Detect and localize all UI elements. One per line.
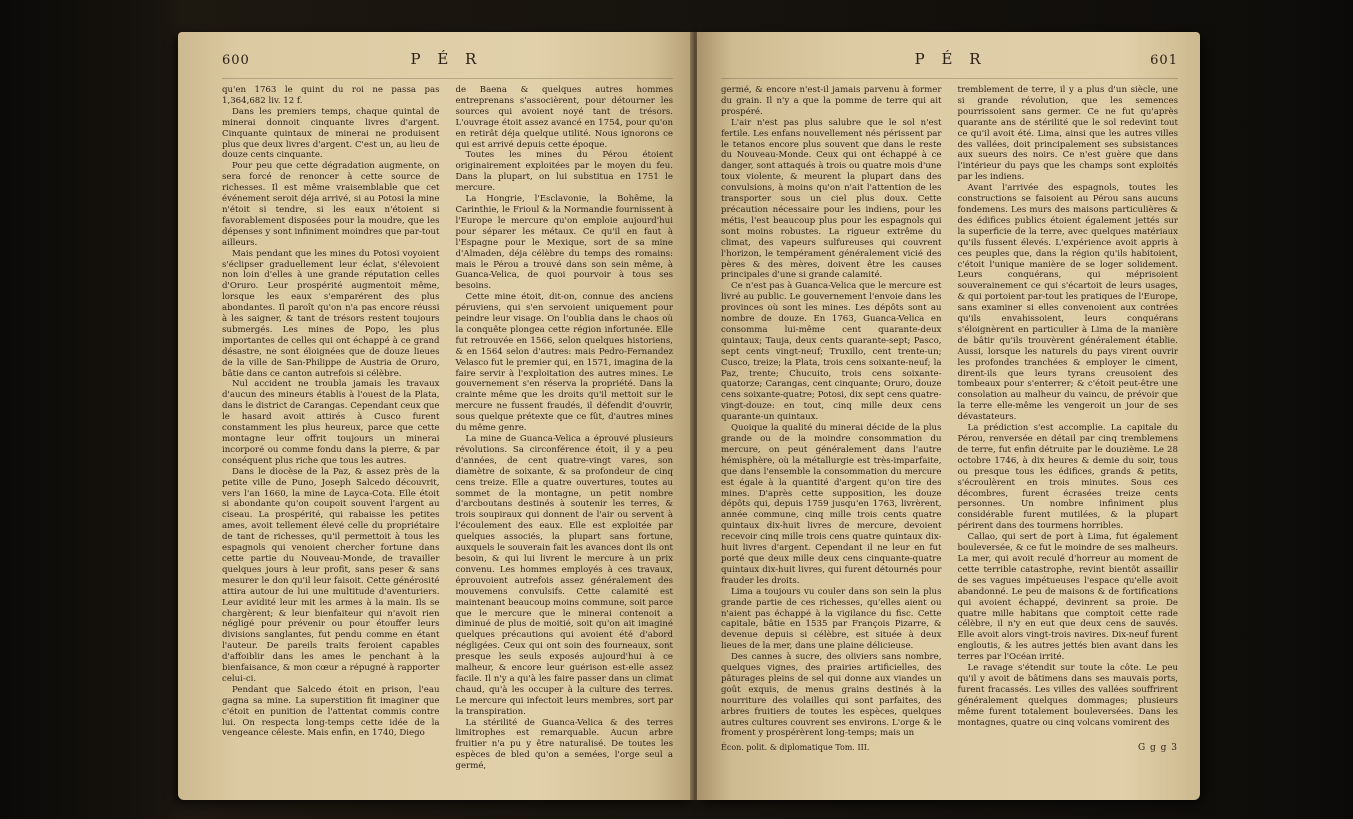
paragraph: Avant l'arrivée des espagnols, toutes les constructions se faisoient au Pérou sans aucuns fondemens. Les murs des maisons particulières & des édifices publics étoient également jettés sur la superficie de la terre, avec quelques matériaux qu'ils fussent élevés. L'expérience avoit appris à ces peuples que, dans la région qu'ils habitoient, c'étoit l'unique manière de se loger solidement. Leurs conquérans, qui méprisoient souverainement ce qui s'écartoit de leurs usages, & qui portoient par-tout les pratiques de l'Europe, sans examiner si elles convenoient aux contrées qu'ils envahissoient, leurs conquérans s'éloignèrent en particulier à Lima de la manière de bâtir qu'ils trouvèrent généralement établie. Aussi, lorsque les naturels du pays virent ouvrir les profondes tranchées & employer le ciment, dirent-ils que leurs tyrans creusoient des tombeaux pour s'enterrer; & c'étoit peut-être une consolation au malheur du vaincu, de prévoir que la terre elle-même les vengeroit un jour de ses dévastateurs. <box>957 183 1178 423</box>
paragraph: L'air n'est pas plus salubre que le sol n'est fertile. Les enfans nouvellement nés périssent par le tetanos encore plus souvent que dans le reste du Nouveau-Monde. Ceux qui ont échappé à ce danger, sont attaqués à trois ou quatre mois d'une toux violente, & meurent la plupart dans des convulsions, à moins qu'on n'ait l'attention de les transporter sous un ciel plus doux. Cette précaution nécessaire pour les indiens, pour les métis, l'est beaucoup plus pour les espagnols qui sont moins robustes. La rigueur extrême du climat, des vapeurs sulfureuses qui couvrent l'horizon, le tempérament généralement vicié des pères & des mères, doivent être les causes principales d'une si grande calamité. <box>721 117 942 281</box>
left-page-number: 600 <box>222 53 250 68</box>
paragraph: Ce n'est pas à Guanca-Velica que le mercure est livré au public. Le gouvernement l'envoie dans les provinces où sont les mines. Les dépôts sont au nombre de douze. En 1763, Guanca-Velica en consomma lui-même cent quarante-deux quintaux; Tauja, deux cents quarante-sept; Pasco, sept cents vingt-neuf; Truxillo, cent trente-un; Cusco, treize; la Plata, trois cens soixante-neuf; la Paz, trente; Chucuito, trois cens soixante-quatorze; Carangas, cent cinquante; Oruro, douze cens soixante-quatre; Potosi, dix sept cens quatre-vingt-douze: en tout, cinq mille deux cens quarante-un quintaux. <box>721 281 942 423</box>
left-column-2 <box>456 85 674 772</box>
paragraph: La stérilité de Guanca-Velica & des terres limitrophes est remarquable. Aucun arbre fruitier n'a pu y être naturalisé. De toutes les espèces de bled qu'on a semées, l'orge seul a germé, <box>455 717 673 772</box>
paragraph: qu'en 1763 le quint du roi ne passa pas 1,364,682 liv. 12 f. <box>222 85 440 106</box>
right-page-header <box>721 50 1178 79</box>
paragraph: La prédiction s'est accomplie. La capitale du Pérou, renversée en détail par cinq tremblemens de terre, fut enfin détruite par le douzième. Le 28 octobre 1746, à dix heures & demie du soir, tous ou presque tous les édifices, grands & petits, s'écroulèrent en trois minutes. Sous ces décombres, furent écrasées treize cents personnes. Un nombre infiniment plus considérable furent mutilées, & la plupart périrent dans des tourmens horribles. <box>957 423 1178 532</box>
right-page-number: 601 <box>1150 53 1178 68</box>
paragraph: Des cannes à sucre, des oliviers sans nombre, quelques vignes, des prairies artificielles, des pâturages pleins de sel qui donne aux viandes un goût exquis, de menus grains destinés à la nourriture des volailles qui sont parfaites, des arbres fruitiers de toutes les espèces, quelques autres cultures couvrent ses environs. L'orge & le froment y prospérèrent long-temps; mais un <box>721 652 942 739</box>
right-column-2 <box>958 85 1179 739</box>
paragraph: Cette mine étoit, dit-on, connue des anciens péruviens, qui s'en servoient uniquement pour peindre leur visage. On l'oublia dans le chaos où la conquête plongea cette région infortunée. Elle fut retrouvée en 1566, selon quelques historiens, & en 1564 selon d'autres: mais Pedro-Fernandez Velasco fut le premier qui, en 1571, imagina de la faire servir à l'exploitation des autres mines. Le gouvernement s'en réserva la propriété. Dans la crainte même que les droits qu'il mettoit sur le mercure ne fussent fraudés, il défendit d'ouvrir, sous quelque prétexte que ce fût, d'autres mines du même genre. <box>455 292 673 434</box>
right-column-1 <box>721 85 942 739</box>
paragraph: Lima a toujours vu couler dans son sein la plus grande partie de ces richesses, qu'elles aient ou n'aient pas échappé à la vigilance du fisc. Cette capitale, bâtie en 1535 par François Pizarre, & devenue depuis si célèbre, est située à deux lieues de la mer, dans une plaine délicieuse. <box>721 586 942 652</box>
left-column-1 <box>222 85 440 772</box>
signature-mark: G g g 3 <box>1137 743 1178 754</box>
paragraph: Nul accident ne troubla jamais les travaux d'aucun des mineurs établis à l'ouest de la Plata, dans le district de Carangas. Cependant ceux que le hasard avoit attirés à Cusco furent constamment les plus heureux, parce que cette montagne leur offrit toujours un minerai incorporé ou comme fondu dans la pierre, & par conséquent plus riche que tous les autres. <box>222 379 440 466</box>
footnote: Écon. polit. & diplomatique Tom. III. <box>721 743 870 753</box>
paragraph: La Hongrie, l'Esclavonie, la Bohême, la Carinthie, le Frioul & la Normandie fournissent à l'Europe le mercure qu'on emploie aujourd'hui pour séparer les métaux. Ce qu'il en faut à l'Espagne pour le Mexique, sort de sa mine d'Almaden, déja célèbre du temps des romains: mais le Pérou a trouvé dans son sein même, à Guanca-Velica, de quoi pourvoir à tous ses besoins. <box>455 194 673 292</box>
paragraph: La mine de Guanca-Velica a éprouvé plusieurs révolutions. Sa circonférence étoit, il y a peu d'années, de cent quatre-vingt vares, son diamètre de soixante, & sa profondeur de cinq cens treize. Elle a quatre ouvertures, toutes au sommet de la montagne, un petit nombre d'arcboutans destinés à soutenir les terres, & trois soupiraux qui donnent de l'air ou servent à l'écoulement des eaux. Elle est exploitée par quelques associés, la plupart sans fortune, auxquels le souverain fait les avances dont ils ont besoin, & qui lui livrent le mercure à un prix convenu. Les hommes employés à ces travaux, éprouvoient autrefois assez généralement des mouvemens convulsifs. Cette calamité est maintenant beaucoup moins commune, soit parce que le mercure que le minerai contenoit a diminué de plus de moitié, soit qu'on ait imaginé quelques précautions qui avoient été d'abord négligées. Ceux qui ont soin des fourneaux, sont presque les seuls exposés aujourd'hui à ce malheur, & encore leur guérison est-elle assez facile. Il n'y a qu'à les faire passer dans un climat chaud, qu'à les occuper à la culture des terres. Le mercure qui infectoit leurs membres, sort par la transpiration. <box>455 434 673 717</box>
right-page <box>697 32 1200 800</box>
right-page-footer <box>721 743 1178 753</box>
paragraph: Dans les premiers temps, chaque quintal de minerai donnoit cinquante livres d'argent. Cinquante quintaux de minerai ne produisent plus que deux livres d'argent. C'est un, au lieu de douze cents cinquante. <box>222 106 440 161</box>
paragraph: Callao, qui sert de port à Lima, fut également bouleversée, & ce fut le moindre de ses malheurs. La mer, qui avoit reculé d'horreur au moment de cette terrible catastrophe, revint bientôt assaillir de ses vagues impétueuses l'espace qu'elle avoit abandonné. Le peu de maisons & de fortifications qui avoient échappé, devinrent sa proie. De quatre mille habitans que comptoit cette rade célèbre, il n'y en eut que deux cens de sauvés. Elle avoit alors vingt-trois navires. Dix-neuf furent engloutis, & les autres jettés bien avant dans les terres par l'Océan irrité. <box>957 532 1178 663</box>
left-running-head: P É R <box>410 50 483 68</box>
paragraph: Le ravage s'étendit sur toute la côte. Le peu qu'il y avoit de bâtimens dans ses mauvais ports, furent fracassés. Les villes des vallées souffrirent généralement quelques dommages; plusieurs même furent totalement bouleversées. Dans les montagnes, quatre ou cinq volcans vomirent des <box>957 663 1178 728</box>
right-running-head: P É R <box>914 50 987 68</box>
paragraph: Pour peu que cette dégradation augmente, on sera forcé de renoncer à cette source de richesses. Il est même vraisemblable que cet événement seroit déja arrivé, si au Potosi la mine n'étoit si tendre, si les eaux n'étoient si favorablement disposées pour la moudre, que les dépenses y sont infiniment moindres que par-tout ailleurs. <box>222 161 440 248</box>
paragraph: tremblement de terre, il y a plus d'un siècle, une si grande révolution, que les semences pourrissoient sans germer. Ce ne fut qu'après quarante ans de stérilité que le sol redevint tout ce qu'il avoit été. Lima, ainsi que les autres villes des vallées, doit principalement ses subsistances aux sueurs des noirs. Ce n'est guère que dans l'intérieur du pays que les champs sont exploités par les indiens. <box>957 85 1178 183</box>
paragraph: Dans le diocèse de la Paz, & assez près de la petite ville de Puno, Joseph Salcedo découvrit, vers l'an 1660, la mine de Layca-Cota. Elle étoit si abondante qu'on coupoit souvent l'argent au ciseau. La prospérité, qui rabaisse les petites ames, avoit tellement élevé celle du propriétaire de tant de richesses, qu'il permettoit à tous les espagnols qui venoient chercher fortune dans cette partie du Nouveau-Monde, de travailler quelques jours à leur profit, sans peser & sans mesurer le don qu'il leur faisoit. Cette générosité attira autour de lui une multitude d'aventuriers. Leur avidité leur mit les armes à la main. Ils se chargèrent; & leur bienfaiteur qui n'avoit rien négligé pour prévenir ou pour étouffer leurs divisions sanglantes, fut pendu comme en étant l'auteur. De pareils traits feroient capables d'affoiblir dans les ames le penchant à la bienfaisance, & mon cœur a répugné à rapporter celui-ci. <box>222 466 440 684</box>
left-page-header <box>222 50 673 79</box>
paragraph: de Baena & quelques autres hommes entreprenans s'associèrent, pour détourner les sources qui avoient noyé tant de trésors. L'ouvrage étoit assez avancé en 1754, pour qu'on en retirât déja quelque utilité. Nous ignorons ce qui est arrivé depuis cette époque. <box>455 85 673 150</box>
left-page <box>178 32 693 800</box>
paragraph: germé, & encore n'est-il jamais parvenu à former du grain. Il n'y a que la pomme de terre qui ait prospéré. <box>721 85 942 117</box>
paragraph: Mais pendant que les mines du Potosi voyoient s'éclipser graduellement leur éclat, s'élevoient non loin d'elles à une grande réputation celles d'Oruro. Leur prospérité augmentoit même, lorsque les eaux s'emparérent des plus abondantes. Il paroît qu'on n'a pas encore réussi à les saigner, & tant de trésors restent toujours submergés. Les mines de Popo, les plus importantes de celles qui ont échappé à ce grand désastre, ne sont éloignées que de douze lieues de la ville de San-Philippe de Austria de Oruro, bâtie dans ce canton autrefois si célèbre. <box>222 248 440 379</box>
paragraph: Pendant que Salcedo étoit en prison, l'eau gagna sa mine. La superstition fit imaginer que c'étoit en punition de l'attentat commis contre lui. On respecta long-temps cette idée de la vengeance céleste. Mais enfin, en 1740, Diego <box>222 684 440 739</box>
paragraph: Quoique la qualité du minerai décide de la plus grande ou de la moindre consommation du mercure, on peut généralement dans l'autre hémisphère, où la métallurgie est très-imparfaite, que dans l'ensemble la consommation du mercure est égale à la quantité d'argent qu'on tire des mines. D'après cette supposition, les douze dépôts qui, depuis 1759 jusqu'en 1763, livrèrent, année commune, cinq mille trois cents quatre quintaux dix-huit livres de mercure, devoient recevoir cinq mille trois cens quatre quintaux dix-huit livres d'argent. Cependant il ne leur en fut porté que deux mille deux cens cinquante-quatre quintaux dix-huit livres, qui furent détournés pour frauder les droits. <box>721 423 942 586</box>
paragraph: Toutes les mines du Pérou étoient originairement exploitées par le moyen du feu. Dans la plupart, on lui substitua en 1751 le mercure. <box>455 150 673 194</box>
